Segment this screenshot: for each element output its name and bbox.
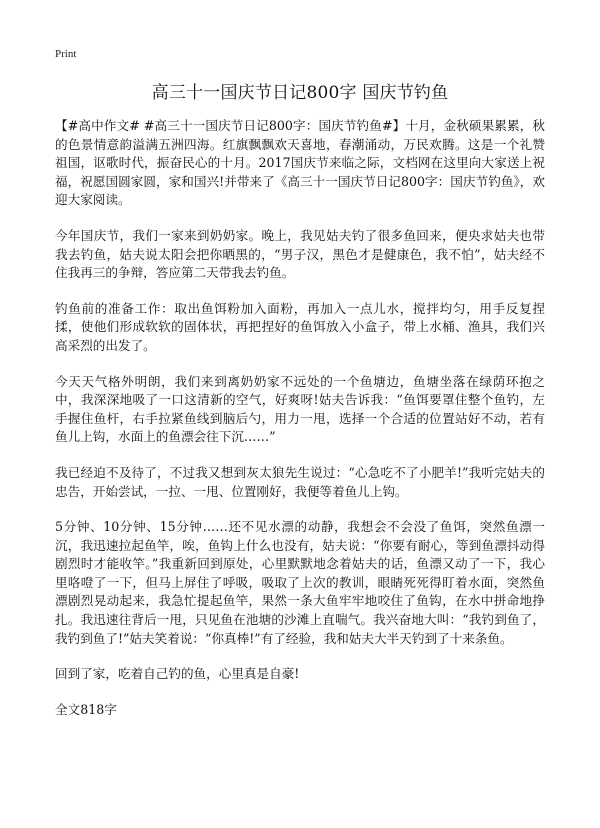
- paragraph-ending: 回到了家，吃着自己钓的鱼，心里真是自豪!: [55, 666, 300, 682]
- paragraph-intro: 【#高中作文# #高三十一国庆节日记800字：国庆节钓鱼#】十月，金秋硕果累累，秋的色景情意韵溢满五洲四海。红旗飘飘欢天喜地，春潮涌动，万民欢腾。这是一个礼赞祖国，讴歌时代，振奋民心的十月。2017国庆节来临之际，文档网在这里向大家送上祝福，祝愿国圆家圆，家和国兴!并带来了《高三十一国庆节日记800字：国庆节钓鱼》，欢迎大家阅读。: [55, 118, 545, 208]
- paragraph-arrival: 今年国庆节，我们一家来到奶奶家。晚上，我见姑夫钓了很多鱼回来，便央求姑夫也带我去钓鱼，姑夫说太阳会把你晒黑的，“男子汉，黑色才是健康色，我不怕”，姑夫经不住我再三的争辩，答应第二天带我去钓鱼。: [55, 227, 545, 281]
- article-body: [55, 117, 545, 719]
- article-title: 高三十一国庆节日记800字 国庆节钓鱼: [151, 83, 449, 103]
- paragraph-catch: 5分钟、10分钟、15分钟……还不见水漂的动静，我想会不会没了鱼饵，突然鱼漂一沉，我迅速拉起鱼竿，唉，鱼钩上什么也没有，姑夫说：“你要有耐心，等到鱼漂抖动得剧烈时才能收竿。”我重新回到原处，心里默默地念着姑夫的话，鱼漂又动了一下，我心里咯噔了一下，但马上屏住了呼吸，吸取了上次的教训，眼睛死死得盯着水面，突然鱼漂剧烈晃动起来，我急忙提起鱼竿，果然一条大鱼牢牢地咬住了鱼钩，在水中拼命地挣扎。我迅速往背后一甩，只见鱼在池塘的沙滩上直喘气。我兴奋地大叫：“我钓到鱼了，我钓到鱼了!”姑夫笑着说：“你真棒!”有了经验，我和姑夫大半天钓到了十来条鱼。: [55, 519, 545, 646]
- paragraph-first-try: 我已经迫不及待了，不过我又想到灰太狼先生说过：“心急吃不了小肥羊!”我听完姑夫的忠告，开始尝试，一拉、一甩、位置刚好，我便等着鱼儿上钩。: [55, 464, 545, 499]
- paragraph-pond: 今天天气格外明朗，我们来到离奶奶家不远处的一个鱼塘边，鱼塘坐落在绿荫环抱之中，我深深地吸了一口这清新的空气，好爽呀!姑夫告诉我：“鱼饵要罩住整个鱼钓，左手握住鱼杆，右手拉紧鱼线到脑后勺，用力一甩，选择一个合适的位置站好不动，若有鱼儿上钩，水面上的鱼漂会往下沉……”: [55, 373, 545, 445]
- print-link[interactable]: Print: [55, 48, 77, 60]
- word-count: 全文818字: [55, 701, 117, 717]
- paragraph-preparation: 钓鱼前的准备工作：取出鱼饵粉加入面粉，再加入一点儿水，搅拌均匀，用手反复捏揉，使他们形成软软的固体状，再把捏好的鱼饵放入小盒子，带上水桶、渔具，我们兴高采烈的出发了。: [55, 300, 545, 353]
